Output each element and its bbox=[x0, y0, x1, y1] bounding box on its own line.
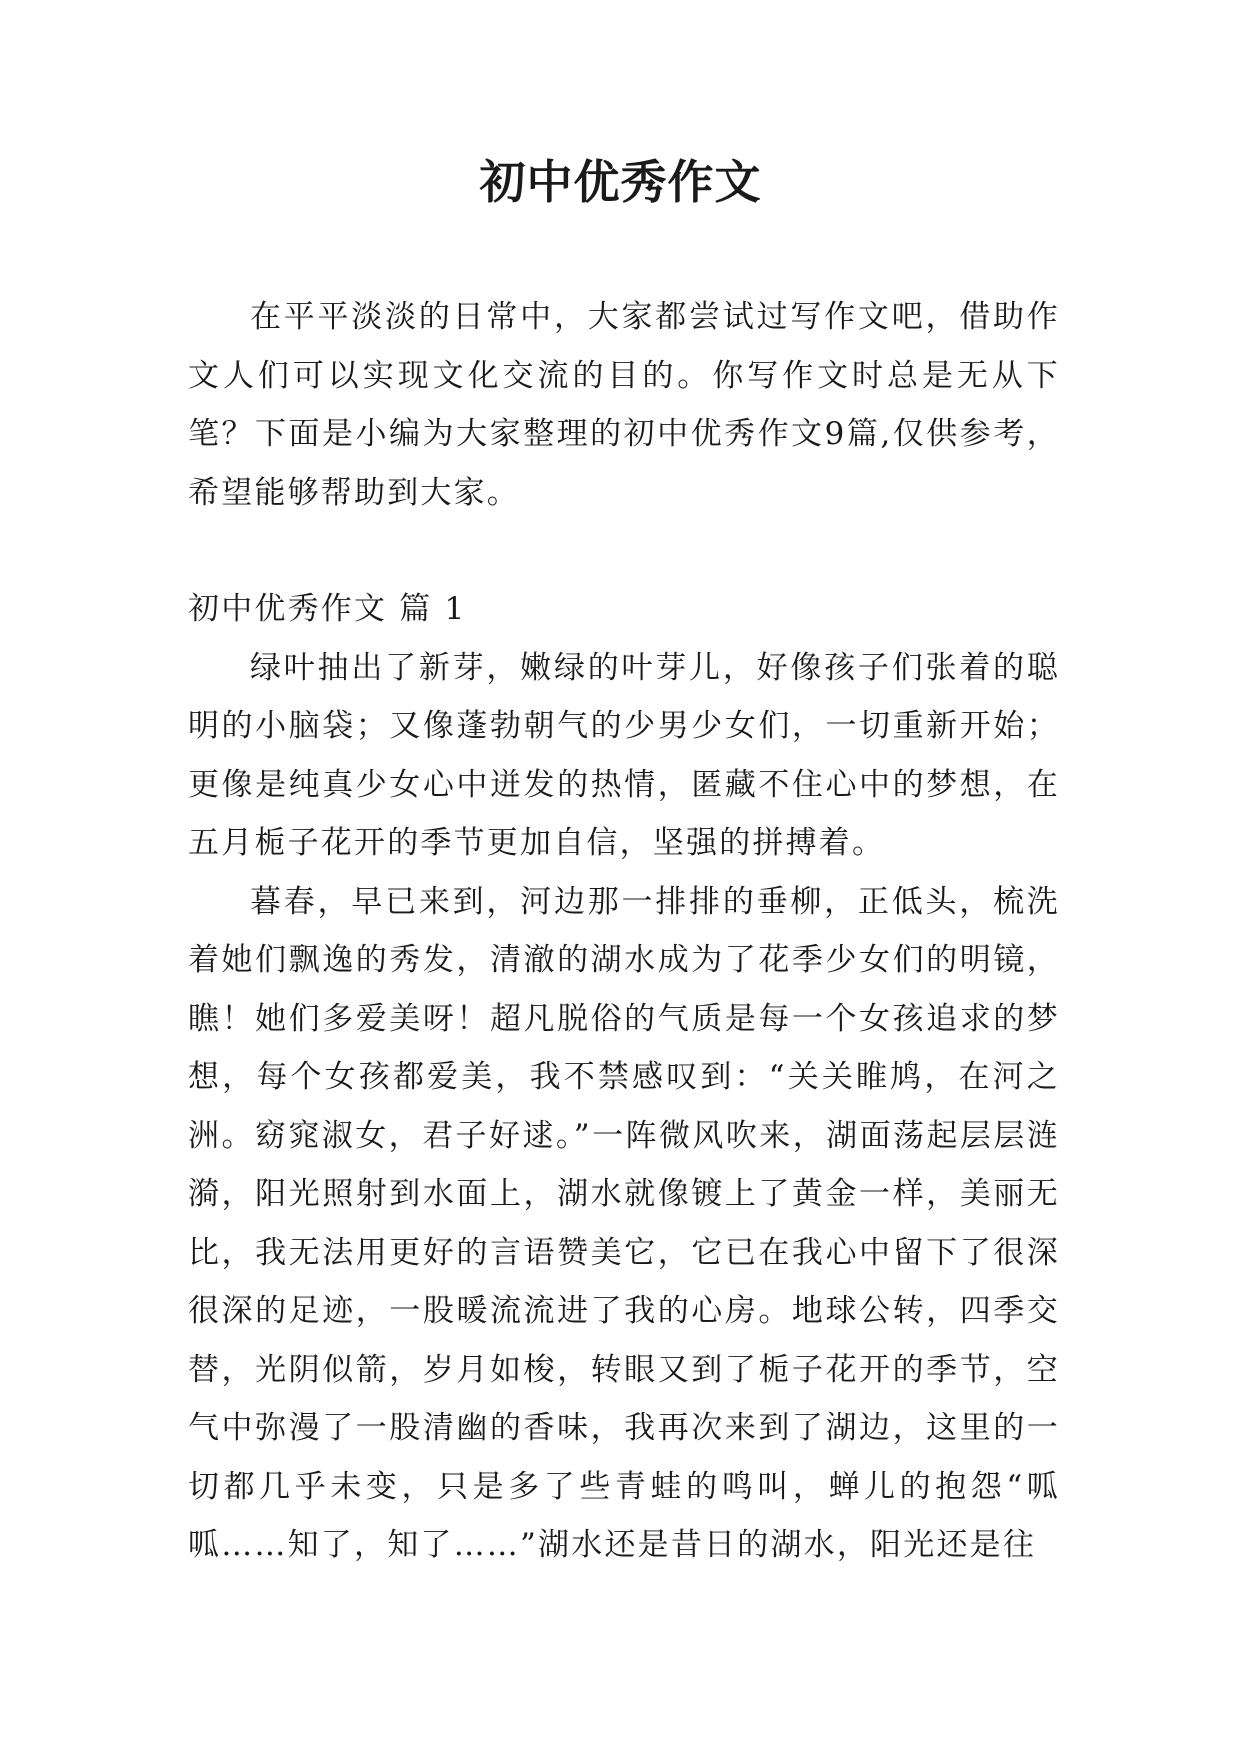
section-heading: 初中优秀作文 篇 1 bbox=[188, 591, 467, 627]
document-title: 初中优秀作文 bbox=[479, 155, 762, 209]
essay-section-1 bbox=[188, 580, 1060, 1575]
essay-paragraph-1: 绿叶抽出了新芽，嫩绿的叶芽儿，好像孩子们张着的聪明的小脑袋；又像蓬勃朝气的少男少女们，一切重新开始；更像是纯真少女心中迸发的热情，匿藏不住心中的梦想，在五月栀子花开的季节更加自信，坚强的拼搏着。 bbox=[188, 649, 1060, 861]
intro-block bbox=[188, 288, 1060, 522]
essay-paragraph-2: 暮春，早已来到，河边那一排排的垂柳，正低头，梳洗着她们飘逸的秀发，清澈的湖水成为了花季少女们的明镜，瞧！她们多爱美呀！超凡脱俗的气质是每一个女孩追求的梦想，每个女孩都爱美，我不禁感叹到：“关关睢鸠，在河之洲。窈窕淑女，君子好逑。”一阵微风吹来，湖面荡起层层涟漪，阳光照射到水面上，湖水就像镀上了黄金一样，美丽无比，我无法用更好的言语赞美它，它已在我心中留下了很深很深的足迹，一股暖流流进了我的心房。地球公转，四季交替，光阴似箭，岁月如梭，转眼又到了栀子花开的季节，空气中弥漫了一股清幽的香味，我再次来到了湖边，这里的一切都几乎未变，只是多了些青蛙的鸣叫，蝉儿的抱怨“呱呱……知了，知了……”湖水还是昔日的湖水，阳光还是往 bbox=[188, 883, 1060, 1563]
intro-paragraph: 在平平淡淡的日常中，大家都尝试过写作文吧，借助作文人们可以实现文化交流的目的。你写作文时总是无从下笔？下面是小编为大家整理的初中优秀作文9篇,仅供参考，希望能够帮助到大家。 bbox=[188, 299, 1060, 511]
